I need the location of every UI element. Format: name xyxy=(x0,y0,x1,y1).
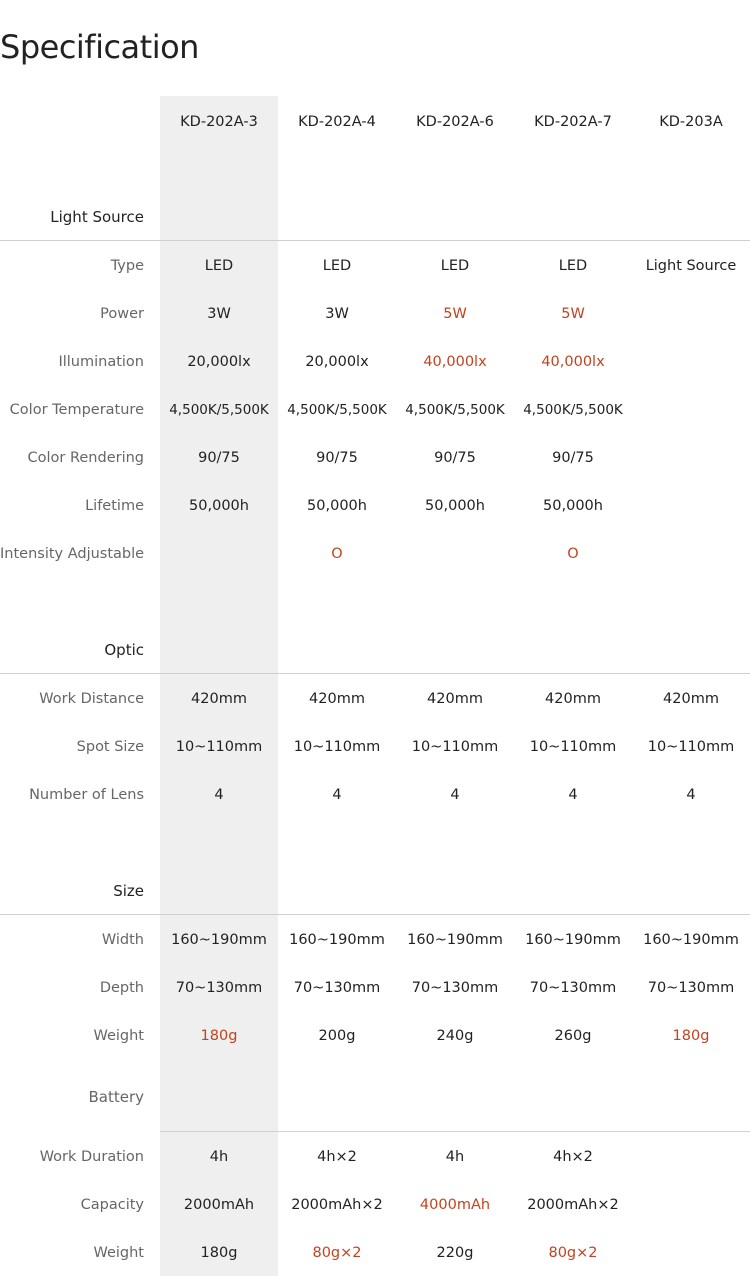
section-divider xyxy=(0,914,750,915)
model-header-row xyxy=(0,98,750,146)
table-cell-highlighted: 5W xyxy=(561,306,585,322)
table-cell: 10~110mm xyxy=(293,739,381,755)
section-divider xyxy=(0,240,750,241)
row-label: Capacity xyxy=(80,1197,144,1213)
table-row-illumination xyxy=(0,338,750,386)
table-cell: 160~190mm xyxy=(171,932,267,948)
table-cell: 70~130mm xyxy=(529,980,617,996)
row-label: Number of Lens xyxy=(29,787,144,803)
table-cell: LED xyxy=(558,258,588,274)
table-row-power xyxy=(0,290,750,338)
table-cell: 220g xyxy=(436,1245,474,1261)
table-cell: 160~190mm xyxy=(525,932,621,948)
table-cell: 4,500K/5,500K xyxy=(405,402,505,418)
table-cell-highlighted: 180g xyxy=(200,1028,238,1044)
model-name: KD-202A-4 xyxy=(298,114,376,130)
section-divider xyxy=(0,673,750,674)
table-cell xyxy=(632,338,750,386)
table-cell xyxy=(632,386,750,434)
table-cell: 4 xyxy=(332,787,342,803)
table-cell: 10~110mm xyxy=(529,739,617,755)
table-row-work-distance xyxy=(0,675,750,723)
table-cell: LED xyxy=(204,258,234,274)
row-label: Width xyxy=(101,932,144,948)
table-cell xyxy=(632,290,750,338)
table-cell: 3W xyxy=(207,306,231,322)
row-label: Intensity Adjustable xyxy=(0,546,145,562)
table-cell-highlighted: 40,000lx xyxy=(423,354,487,370)
row-label: Lifetime xyxy=(85,498,144,514)
table-cell: 10~110mm xyxy=(411,739,499,755)
row-label: Illumination xyxy=(58,354,144,370)
table-cell-highlighted: O xyxy=(567,546,579,562)
row-label: Power xyxy=(100,306,144,322)
table-cell xyxy=(632,1229,750,1276)
table-row-capacity xyxy=(0,1181,750,1229)
table-row-width xyxy=(0,916,750,964)
model-name: KD-203A xyxy=(659,114,723,130)
table-cell: 2000mAh×2 xyxy=(527,1197,619,1213)
section-title-light-source: Light Source xyxy=(50,208,144,226)
table-cell-highlighted: 80g×2 xyxy=(548,1245,598,1261)
row-label: Depth xyxy=(99,980,144,996)
table-cell: 90/75 xyxy=(316,450,358,466)
table-row-depth xyxy=(0,964,750,1012)
section-title-size: Size xyxy=(113,882,144,900)
table-row-lifetime xyxy=(0,482,750,530)
table-cell: 4 xyxy=(450,787,460,803)
table-cell: 2000mAh×2 xyxy=(291,1197,383,1213)
table-cell: 4 xyxy=(568,787,578,803)
table-cell: 160~190mm xyxy=(289,932,385,948)
table-cell-highlighted: 4000mAh xyxy=(419,1197,491,1213)
table-cell: 160~190mm xyxy=(407,932,503,948)
table-row-spot-size xyxy=(0,723,750,771)
table-cell: 20,000lx xyxy=(187,354,251,370)
table-cell: 4,500K/5,500K xyxy=(523,402,623,418)
table-cell-highlighted: 80g×2 xyxy=(312,1245,362,1261)
model-name: KD-202A-6 xyxy=(416,114,494,130)
row-label: Work Distance xyxy=(39,691,144,707)
table-cell: LED xyxy=(322,258,352,274)
table-cell-highlighted: O xyxy=(331,546,343,562)
table-cell: 20,000lx xyxy=(305,354,369,370)
table-cell: 420mm xyxy=(545,691,601,707)
table-cell xyxy=(396,530,514,578)
table-cell: 50,000h xyxy=(189,498,249,514)
table-cell: 10~110mm xyxy=(647,739,735,755)
table-cell: Light Source xyxy=(645,258,737,274)
table-row-color-rendering xyxy=(0,434,750,482)
table-cell: 4h xyxy=(209,1149,229,1165)
table-row-color-temperature xyxy=(0,386,750,434)
table-cell: 160~190mm xyxy=(643,932,739,948)
table-cell: 90/75 xyxy=(552,450,594,466)
table-cell: 2000mAh xyxy=(183,1197,255,1213)
table-cell: 70~130mm xyxy=(175,980,263,996)
page-title: Specification xyxy=(0,28,199,66)
table-cell-highlighted: 40,000lx xyxy=(541,354,605,370)
table-cell xyxy=(160,530,278,578)
row-label: Type xyxy=(110,258,144,274)
table-cell: 420mm xyxy=(191,691,247,707)
table-cell: 420mm xyxy=(663,691,719,707)
table-cell: 260g xyxy=(554,1028,592,1044)
table-cell: 3W xyxy=(325,306,349,322)
table-row-battery-weight xyxy=(0,1229,750,1276)
table-cell: 4,500K/5,500K xyxy=(169,402,269,418)
table-cell: 4h×2 xyxy=(317,1149,357,1165)
table-cell: 70~130mm xyxy=(411,980,499,996)
table-row-intensity-adjustable xyxy=(0,530,750,578)
table-cell: 50,000h xyxy=(543,498,603,514)
table-row-work-duration xyxy=(0,1133,750,1181)
row-label: Spot Size xyxy=(76,739,144,755)
table-cell: 90/75 xyxy=(434,450,476,466)
section-title-battery: Battery xyxy=(88,1088,144,1106)
table-cell: 180g xyxy=(200,1245,238,1261)
row-label: Work Duration xyxy=(39,1149,144,1165)
table-cell: 200g xyxy=(318,1028,356,1044)
table-cell xyxy=(632,1133,750,1181)
table-cell: 4,500K/5,500K xyxy=(287,402,387,418)
table-row-weight xyxy=(0,1012,750,1060)
table-cell: 70~130mm xyxy=(293,980,381,996)
row-label: Color Rendering xyxy=(27,450,144,466)
table-cell xyxy=(632,1181,750,1229)
table-row-number-of-lens xyxy=(0,771,750,819)
table-cell xyxy=(632,482,750,530)
table-cell: 70~130mm xyxy=(647,980,735,996)
table-cell: LED xyxy=(440,258,470,274)
table-cell: 90/75 xyxy=(198,450,240,466)
row-label: Weight xyxy=(93,1028,144,1044)
section-title-optic: Optic xyxy=(104,641,144,659)
table-cell: 240g xyxy=(436,1028,474,1044)
table-cell: 420mm xyxy=(427,691,483,707)
table-cell-highlighted: 5W xyxy=(443,306,467,322)
section-divider xyxy=(160,1131,750,1132)
table-cell: 420mm xyxy=(309,691,365,707)
table-cell: 4 xyxy=(686,787,696,803)
table-cell-highlighted: 180g xyxy=(672,1028,710,1044)
table-row-type xyxy=(0,242,750,290)
table-cell: 4 xyxy=(214,787,224,803)
table-cell: 4h×2 xyxy=(553,1149,593,1165)
model-name: KD-202A-7 xyxy=(534,114,612,130)
table-cell xyxy=(632,434,750,482)
table-cell: 50,000h xyxy=(425,498,485,514)
table-cell: 4h xyxy=(445,1149,465,1165)
table-cell: 10~110mm xyxy=(175,739,263,755)
row-label: Weight xyxy=(93,1245,144,1261)
table-cell xyxy=(632,530,750,578)
model-name: KD-202A-3 xyxy=(180,114,258,130)
table-cell: 50,000h xyxy=(307,498,367,514)
row-label: Color Temperature xyxy=(9,402,144,418)
